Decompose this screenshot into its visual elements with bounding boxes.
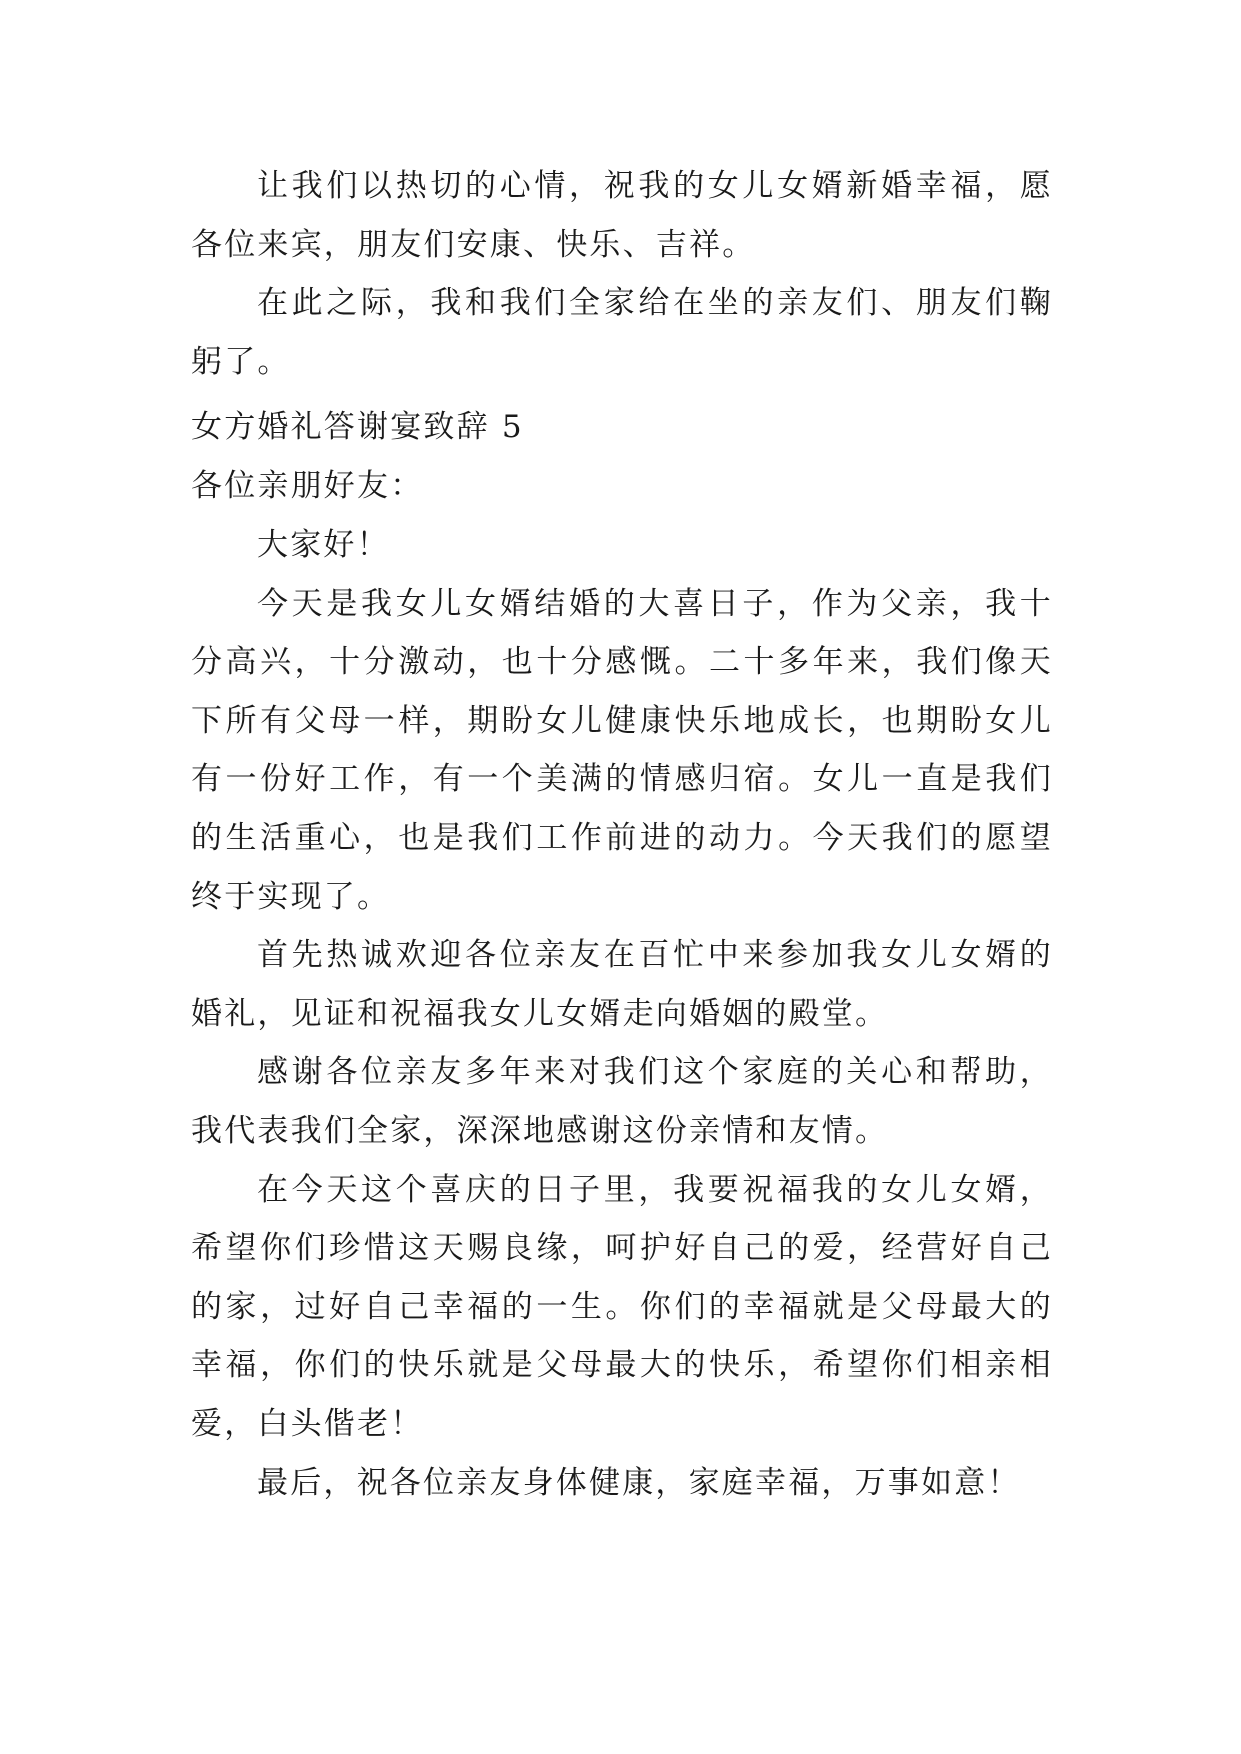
paragraph-welcome: 首先热诚欢迎各位亲友在百忙中来参加我女儿女婿的婚礼，见证和祝福我女儿女婿走向婚姻的殿堂。 bbox=[191, 937, 1053, 1032]
speech-body bbox=[191, 516, 1053, 1512]
paragraph-bow: 在此之际，我和我们全家给在坐的亲友们、朋友们鞠躬了。 bbox=[191, 285, 1053, 380]
paragraph-thanks: 感谢各位亲友多年来对我们这个家庭的关心和帮助，我代表我们全家，深深地感谢这份亲情和友情。 bbox=[191, 1054, 1053, 1149]
paragraph-wishes: 在今天这个喜庆的日子里，我要祝福我的女儿女婿，希望你们珍惜这天赐良缘，呵护好自己的爱，经营好自己的家，过好自己幸福的一生。你们的幸福就是父母最大的幸福，你们的快乐就是父母最大的快乐，希望你们相亲相爱，白头偕老！ bbox=[191, 1171, 1053, 1442]
top-text-block bbox=[191, 157, 1053, 391]
section-title: 女方婚礼答谢宴致辞 5 bbox=[191, 409, 524, 445]
paragraph-blessing: 让我们以热切的心情，祝我的女儿女婿新婚幸福，愿各位来宾，朋友们安康、快乐、吉祥。 bbox=[191, 168, 1053, 263]
paragraph-closing: 最后，祝各位亲友身体健康，家庭幸福，万事如意！ bbox=[257, 1464, 1021, 1501]
salutation: 各位亲朋好友： bbox=[191, 468, 424, 504]
paragraph-wedding-day: 今天是我女儿女婿结婚的大喜日子，作为父亲，我十分高兴，十分激动，也十分感慨。二十多年来，我们像天下所有父母一样，期盼女儿健康快乐地成长，也期盼女儿有一份好工作，有一个美满的情感归宿。女儿一直是我们的生活重心，也是我们工作前进的动力。今天我们的愿望终于实现了。 bbox=[191, 585, 1053, 915]
paragraph-greeting: 大家好！ bbox=[257, 527, 390, 563]
